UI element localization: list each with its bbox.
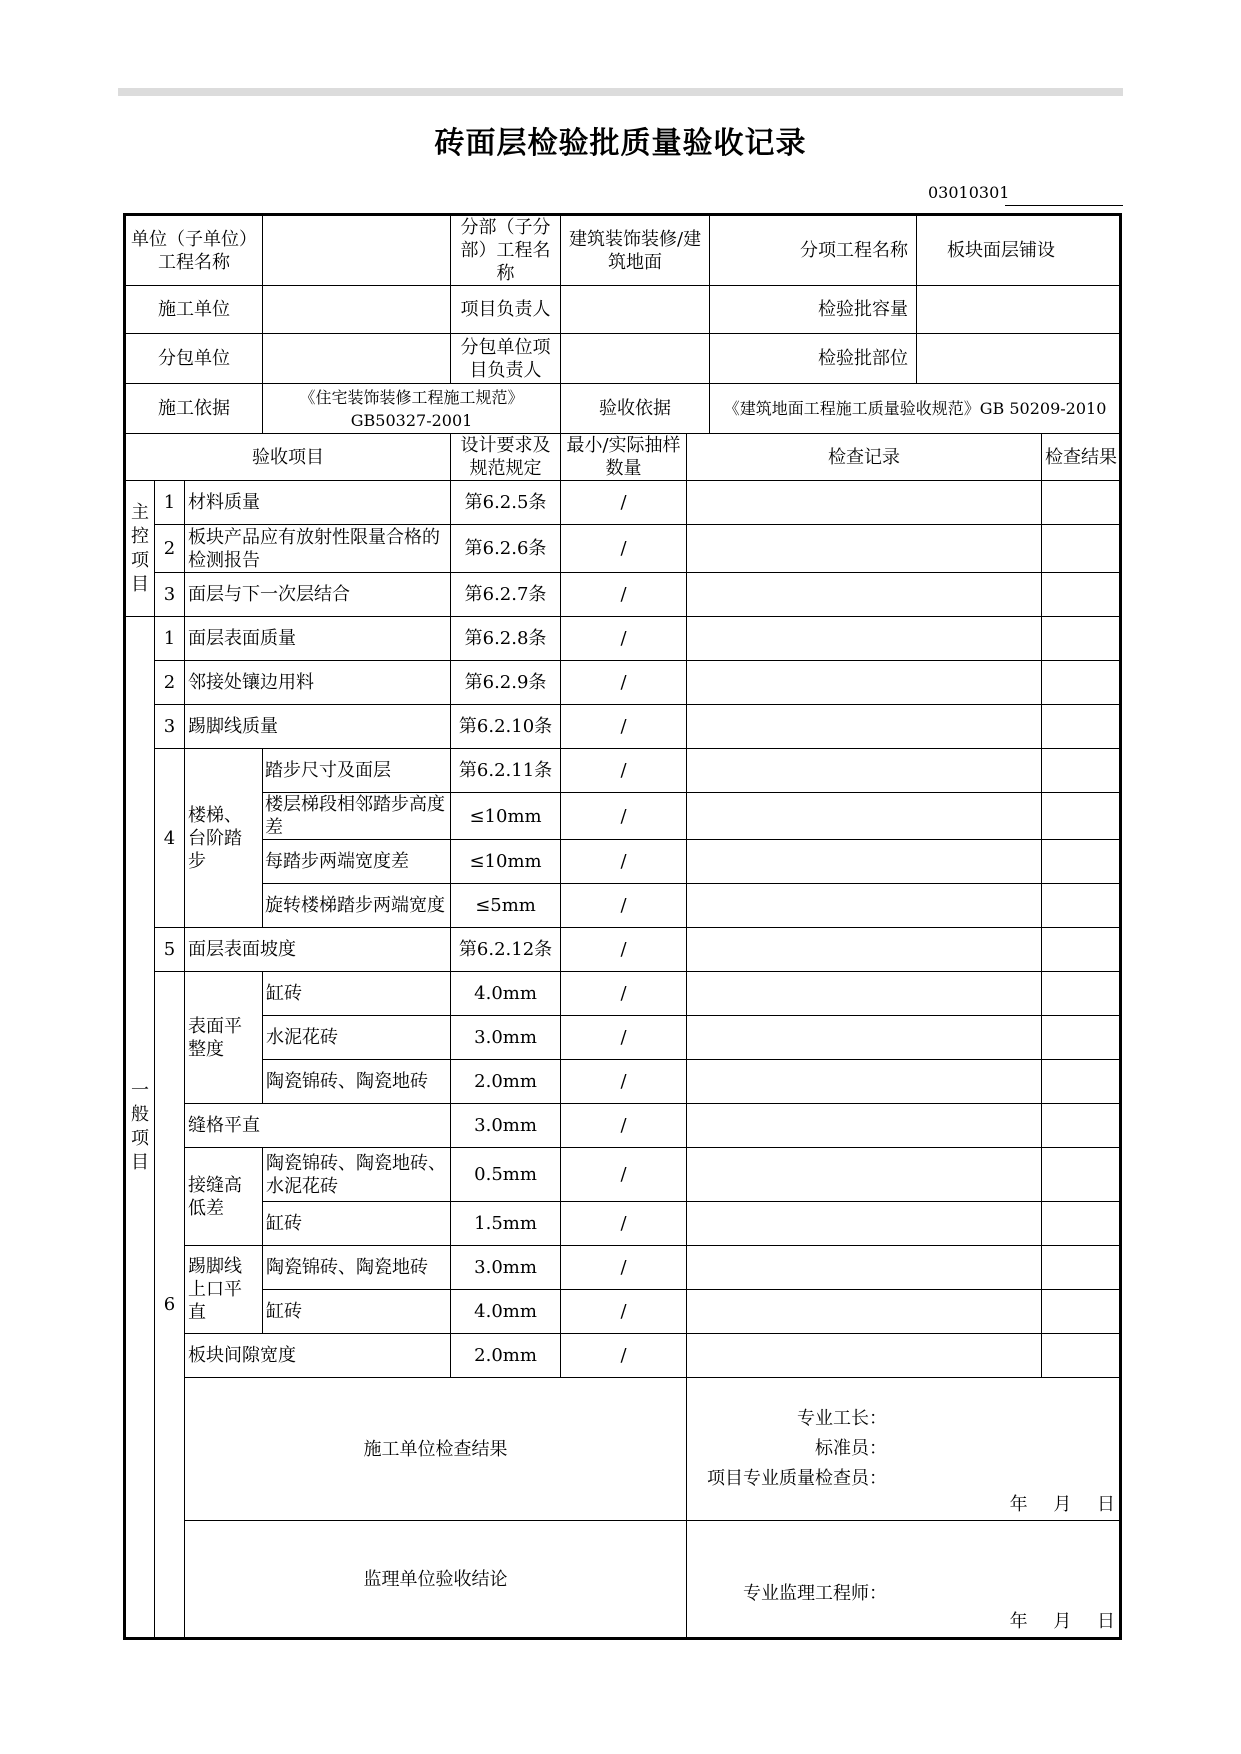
item-result[interactable] xyxy=(1042,1334,1121,1378)
item-record[interactable] xyxy=(687,884,1042,928)
item-result[interactable] xyxy=(1042,661,1121,705)
item-name: 缸砖 xyxy=(263,1290,451,1334)
item-record[interactable] xyxy=(687,617,1042,661)
item-name: 材料质量 xyxy=(185,481,451,525)
item-result[interactable] xyxy=(1042,1202,1121,1246)
item-name: 旋转楼梯踏步两端宽度 xyxy=(263,884,451,928)
item-name: 面层表面坡度 xyxy=(185,928,451,972)
batch-capacity-label: 检验批容量 xyxy=(710,286,917,334)
stairs-group-label: 楼梯、台阶踏步 xyxy=(185,749,263,928)
construction-basis-label: 施工依据 xyxy=(125,384,263,434)
row-no: 5 xyxy=(155,928,185,972)
row-no: 1 xyxy=(155,481,185,525)
item-result[interactable] xyxy=(1042,884,1121,928)
item-record[interactable] xyxy=(687,1246,1042,1290)
standard-officer-label: 标准员： xyxy=(815,1438,888,1459)
item-result[interactable] xyxy=(1042,1060,1121,1104)
item-sample[interactable]: / xyxy=(561,840,687,884)
row-no: 2 xyxy=(155,661,185,705)
item-requirement: 3.0mm xyxy=(451,1246,561,1290)
inspection-record-table xyxy=(123,213,1122,1640)
item-result[interactable] xyxy=(1042,525,1121,573)
item-requirement: ≤10mm xyxy=(451,840,561,884)
form-code: 03010301 xyxy=(928,183,1010,202)
item-result[interactable] xyxy=(1042,1246,1121,1290)
item-record[interactable] xyxy=(687,928,1042,972)
item-record[interactable] xyxy=(687,481,1042,525)
signoff-date: 年 月 日 xyxy=(1009,1494,1116,1515)
constructor-check-label: 施工单位检查结果 xyxy=(185,1378,687,1521)
general-items-group-label: 一般项目 xyxy=(125,617,155,1639)
division-name-value[interactable]: 建筑装饰装修/建筑地面 xyxy=(561,215,710,286)
supervisor-signoff-date: 年 月 日 xyxy=(1009,1611,1116,1632)
item-requirement: 第6.2.11条 xyxy=(451,749,561,793)
division-name-label: 分部（子分部）工程名称 xyxy=(451,215,561,286)
item-record[interactable] xyxy=(687,840,1042,884)
item-result[interactable] xyxy=(1042,1148,1121,1202)
col-requirement-header: 设计要求及规范规定 xyxy=(451,434,561,481)
item-sample[interactable]: / xyxy=(561,573,687,617)
item-requirement: ≤10mm xyxy=(451,793,561,840)
item-record[interactable] xyxy=(687,1104,1042,1148)
item-record[interactable] xyxy=(687,525,1042,573)
subitem-name-label: 分项工程名称 xyxy=(710,215,917,286)
item-sample[interactable]: / xyxy=(561,1104,687,1148)
supervisor-signoff-area[interactable] xyxy=(687,1521,1121,1639)
signature-lines xyxy=(707,1404,887,1494)
item-name: 缸砖 xyxy=(263,972,451,1016)
item-name: 面层与下一次层结合 xyxy=(185,573,451,617)
item-requirement: 3.0mm xyxy=(451,1104,561,1148)
subcontractor-value[interactable] xyxy=(263,334,451,384)
batch-capacity-value[interactable] xyxy=(917,286,1121,334)
item-sample[interactable]: / xyxy=(561,1016,687,1060)
item-requirement: 第6.2.12条 xyxy=(451,928,561,972)
project-manager-label: 项目负责人 xyxy=(451,286,561,334)
unit-name-label: 单位（子单位）工程名称 xyxy=(125,215,263,286)
item-name: 踢脚线质量 xyxy=(185,705,451,749)
item-requirement: 第6.2.9条 xyxy=(451,661,561,705)
row-no: 4 xyxy=(155,749,185,928)
batch-location-label: 检验批部位 xyxy=(710,334,917,384)
batch-location-value[interactable] xyxy=(917,334,1121,384)
flatness-group-label: 表面平整度 xyxy=(185,972,263,1104)
item-requirement: ≤5mm xyxy=(451,884,561,928)
item-record[interactable] xyxy=(687,1060,1042,1104)
item-name: 水泥花砖 xyxy=(263,1016,451,1060)
item-record[interactable] xyxy=(687,1016,1042,1060)
construction-basis-value: 《住宅装饰装修工程施工规范》GB50327-2001 xyxy=(263,384,561,434)
item-requirement: 第6.2.8条 xyxy=(451,617,561,661)
item-requirement: 4.0mm xyxy=(451,1290,561,1334)
item-sample[interactable]: / xyxy=(561,1148,687,1202)
item-sample[interactable]: / xyxy=(561,749,687,793)
acceptance-basis-label: 验收依据 xyxy=(561,384,710,434)
subcontractor-label: 分包单位 xyxy=(125,334,263,384)
item-requirement: 第6.2.5条 xyxy=(451,481,561,525)
row-no: 3 xyxy=(155,705,185,749)
item-record[interactable] xyxy=(687,573,1042,617)
item-requirement: 第6.2.7条 xyxy=(451,573,561,617)
item-requirement: 2.0mm xyxy=(451,1334,561,1378)
supervisor-conclusion-label: 监理单位验收结论 xyxy=(185,1521,687,1639)
col-record-header: 检查记录 xyxy=(687,434,1042,481)
item-sample[interactable]: / xyxy=(561,928,687,972)
item-name: 陶瓷锦砖、陶瓷地砖、水泥花砖 xyxy=(263,1148,451,1202)
item-record[interactable] xyxy=(687,705,1042,749)
item-record[interactable] xyxy=(687,749,1042,793)
item-result[interactable] xyxy=(1042,972,1121,1016)
item-requirement: 1.5mm xyxy=(451,1202,561,1246)
supervising-engineer-label: 专业监理工程师： xyxy=(743,1583,888,1604)
item-result[interactable] xyxy=(1042,840,1121,884)
constructor-signoff-area[interactable] xyxy=(687,1378,1121,1521)
item-requirement: 0.5mm xyxy=(451,1148,561,1202)
item-name: 楼层梯段相邻踏步高度差 xyxy=(263,793,451,840)
item-result[interactable] xyxy=(1042,481,1121,525)
col-item-header: 验收项目 xyxy=(125,434,451,481)
subitem-name-value[interactable]: 板块面层铺设 xyxy=(917,215,1121,286)
item-record[interactable] xyxy=(687,1148,1042,1202)
acceptance-basis-value: 《建筑地面工程施工质量验收规范》GB 50209-2010 xyxy=(710,384,1121,434)
project-manager-value[interactable] xyxy=(561,286,710,334)
skirting-group-label: 踢脚线上口平直 xyxy=(185,1246,263,1334)
col-sample-header: 最小/实际抽样数量 xyxy=(561,434,687,481)
item-sample[interactable]: / xyxy=(561,1202,687,1246)
item-name: 缸砖 xyxy=(263,1202,451,1246)
item-name: 踏步尺寸及面层 xyxy=(263,749,451,793)
page-title: 砖面层检验批质量验收记录 xyxy=(434,126,807,161)
row-no: 2 xyxy=(155,525,185,573)
col-result-header: 检查结果 xyxy=(1042,434,1121,481)
item-record[interactable] xyxy=(687,1290,1042,1334)
item-result[interactable] xyxy=(1042,1016,1121,1060)
item-name: 板块间隙宽度 xyxy=(185,1334,451,1378)
item-sample[interactable]: / xyxy=(561,617,687,661)
item-sample[interactable]: / xyxy=(561,1290,687,1334)
constructor-value[interactable] xyxy=(263,286,451,334)
joint-height-group-label: 接缝高低差 xyxy=(185,1148,263,1246)
item-result[interactable] xyxy=(1042,928,1121,972)
item-name: 缝格平直 xyxy=(185,1104,451,1148)
item-result[interactable] xyxy=(1042,1104,1121,1148)
item-name: 板块产品应有放射性限量合格的检测报告 xyxy=(185,525,451,573)
item-requirement: 4.0mm xyxy=(451,972,561,1016)
item-requirement: 2.0mm xyxy=(451,1060,561,1104)
item-record[interactable] xyxy=(687,972,1042,1016)
row-no: 6 xyxy=(155,972,185,1639)
item-sample[interactable]: / xyxy=(561,525,687,573)
item-sample[interactable]: / xyxy=(561,661,687,705)
item-sample[interactable]: / xyxy=(561,481,687,525)
quality-inspector-label: 项目专业质量检查员： xyxy=(707,1468,888,1489)
item-sample[interactable]: / xyxy=(561,1060,687,1104)
item-requirement: 第6.2.6条 xyxy=(451,525,561,573)
item-result[interactable] xyxy=(1042,617,1121,661)
item-name: 邻接处镶边用料 xyxy=(185,661,451,705)
item-sample[interactable]: / xyxy=(561,1334,687,1378)
item-name: 陶瓷锦砖、陶瓷地砖 xyxy=(263,1060,451,1104)
item-name: 陶瓷锦砖、陶瓷地砖 xyxy=(263,1246,451,1290)
item-sample[interactable]: / xyxy=(561,972,687,1016)
row-no: 1 xyxy=(155,617,185,661)
item-requirement: 3.0mm xyxy=(451,1016,561,1060)
item-result[interactable] xyxy=(1042,793,1121,840)
sub-pm-label: 分包单位项目负责人 xyxy=(451,334,561,384)
item-record[interactable] xyxy=(687,793,1042,840)
main-items-group-label: 主控项目 xyxy=(125,481,155,617)
foreman-label: 专业工长： xyxy=(797,1408,888,1429)
item-sample[interactable]: / xyxy=(561,884,687,928)
item-result[interactable] xyxy=(1042,573,1121,617)
row-no: 3 xyxy=(155,573,185,617)
unit-name-value[interactable] xyxy=(263,215,451,286)
sub-pm-value[interactable] xyxy=(561,334,710,384)
item-record[interactable] xyxy=(687,1334,1042,1378)
item-result[interactable] xyxy=(1042,705,1121,749)
item-sample[interactable]: / xyxy=(561,1246,687,1290)
top-divider xyxy=(118,88,1123,96)
code-underline xyxy=(1005,205,1123,206)
item-result[interactable] xyxy=(1042,749,1121,793)
item-sample[interactable]: / xyxy=(561,705,687,749)
item-name: 每踏步两端宽度差 xyxy=(263,840,451,884)
item-record[interactable] xyxy=(687,661,1042,705)
constructor-label: 施工单位 xyxy=(125,286,263,334)
item-requirement: 第6.2.10条 xyxy=(451,705,561,749)
item-name: 面层表面质量 xyxy=(185,617,451,661)
item-result[interactable] xyxy=(1042,1290,1121,1334)
item-sample[interactable]: / xyxy=(561,793,687,840)
supervisor-signature-line xyxy=(743,1579,887,1609)
item-record[interactable] xyxy=(687,1202,1042,1246)
